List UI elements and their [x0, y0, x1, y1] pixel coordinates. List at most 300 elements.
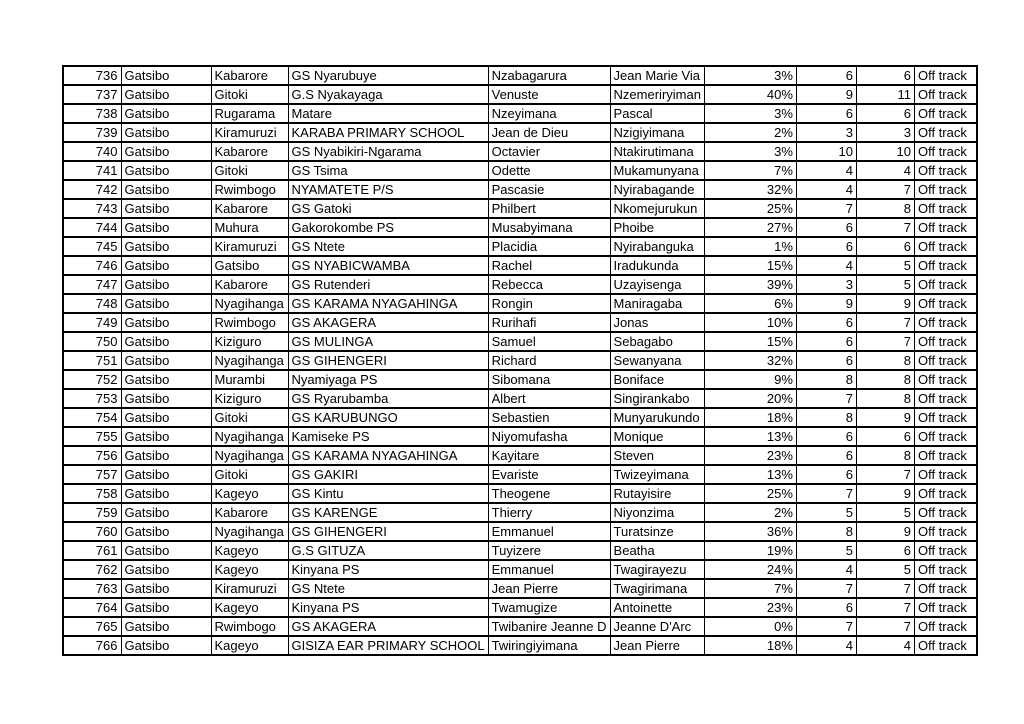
cell-name-2: Beatha	[610, 541, 704, 560]
cell-name-2: Rutayisire	[610, 484, 704, 503]
cell-row-number: 743	[63, 199, 121, 218]
cell-district: Gatsibo	[121, 389, 211, 408]
cell-row-number: 738	[63, 104, 121, 123]
cell-school: Kamiseke PS	[288, 427, 488, 446]
cell-row-number: 744	[63, 218, 121, 237]
cell-district: Gatsibo	[121, 142, 211, 161]
cell-school: GS KARAMA NYAGAHINGA	[288, 446, 488, 465]
cell-sector: Nyagihanga	[211, 294, 288, 313]
cell-row-number: 760	[63, 522, 121, 541]
cell-name-1: Emmanuel	[488, 560, 610, 579]
table-row	[63, 389, 977, 408]
cell-row-number: 737	[63, 85, 121, 104]
table-row	[63, 294, 977, 313]
cell-percentage: 25%	[704, 199, 796, 218]
cell-status: Off track	[914, 598, 977, 617]
cell-name-2: Boniface	[610, 370, 704, 389]
cell-name-1: Nzeyimana	[488, 104, 610, 123]
cell-status: Off track	[914, 332, 977, 351]
cell-count-2: 6	[856, 237, 914, 256]
cell-count-1: 7	[796, 617, 856, 636]
cell-school: GS Gatoki	[288, 199, 488, 218]
cell-percentage: 40%	[704, 85, 796, 104]
cell-sector: Kabarore	[211, 503, 288, 522]
cell-district: Gatsibo	[121, 484, 211, 503]
cell-status: Off track	[914, 427, 977, 446]
cell-count-2: 8	[856, 199, 914, 218]
cell-status: Off track	[914, 636, 977, 655]
cell-percentage: 7%	[704, 579, 796, 598]
cell-district: Gatsibo	[121, 541, 211, 560]
cell-count-1: 6	[796, 598, 856, 617]
cell-school: G.S GITUZA	[288, 541, 488, 560]
cell-row-number: 752	[63, 370, 121, 389]
cell-district: Gatsibo	[121, 522, 211, 541]
cell-count-2: 6	[856, 104, 914, 123]
cell-count-2: 7	[856, 218, 914, 237]
cell-school: Nyamiyaga PS	[288, 370, 488, 389]
cell-name-1: Pascasie	[488, 180, 610, 199]
cell-name-2: Uzayisenga	[610, 275, 704, 294]
cell-percentage: 19%	[704, 541, 796, 560]
cell-count-1: 7	[796, 484, 856, 503]
cell-count-2: 5	[856, 503, 914, 522]
cell-row-number: 763	[63, 579, 121, 598]
table-row	[63, 522, 977, 541]
cell-row-number: 759	[63, 503, 121, 522]
cell-district: Gatsibo	[121, 636, 211, 655]
cell-count-2: 5	[856, 256, 914, 275]
cell-count-2: 8	[856, 351, 914, 370]
cell-count-2: 8	[856, 389, 914, 408]
cell-name-2: Sewanyana	[610, 351, 704, 370]
cell-district: Gatsibo	[121, 617, 211, 636]
table-row	[63, 408, 977, 427]
table-row	[63, 85, 977, 104]
cell-count-1: 4	[796, 161, 856, 180]
cell-district: Gatsibo	[121, 351, 211, 370]
cell-percentage: 32%	[704, 180, 796, 199]
cell-name-1: Evariste	[488, 465, 610, 484]
table-row	[63, 104, 977, 123]
cell-school: GS Rutenderi	[288, 275, 488, 294]
cell-percentage: 13%	[704, 465, 796, 484]
cell-school: GS Nyarubuye	[288, 66, 488, 85]
cell-percentage: 13%	[704, 427, 796, 446]
cell-status: Off track	[914, 389, 977, 408]
cell-count-1: 6	[796, 465, 856, 484]
cell-name-1: Niyomufasha	[488, 427, 610, 446]
cell-status: Off track	[914, 123, 977, 142]
cell-district: Gatsibo	[121, 446, 211, 465]
cell-count-1: 8	[796, 408, 856, 427]
cell-sector: Kabarore	[211, 199, 288, 218]
cell-name-2: Nyirabagande	[610, 180, 704, 199]
cell-name-2: Steven	[610, 446, 704, 465]
cell-percentage: 3%	[704, 142, 796, 161]
cell-row-number: 749	[63, 313, 121, 332]
cell-sector: Murambi	[211, 370, 288, 389]
cell-row-number: 751	[63, 351, 121, 370]
cell-school: Matare	[288, 104, 488, 123]
cell-status: Off track	[914, 142, 977, 161]
cell-name-2: Jonas	[610, 313, 704, 332]
cell-row-number: 739	[63, 123, 121, 142]
cell-count-2: 6	[856, 427, 914, 446]
cell-district: Gatsibo	[121, 579, 211, 598]
cell-count-2: 6	[856, 541, 914, 560]
cell-percentage: 18%	[704, 408, 796, 427]
cell-school: Gakorokombe PS	[288, 218, 488, 237]
cell-school: GISIZA EAR PRIMARY SCHOOL	[288, 636, 488, 655]
cell-school: Kinyana PS	[288, 560, 488, 579]
cell-sector: Kiramuruzi	[211, 123, 288, 142]
cell-name-2: Turatsinze	[610, 522, 704, 541]
cell-count-1: 4	[796, 636, 856, 655]
cell-percentage: 15%	[704, 256, 796, 275]
cell-count-2: 7	[856, 598, 914, 617]
cell-count-1: 4	[796, 180, 856, 199]
cell-status: Off track	[914, 313, 977, 332]
cell-percentage: 9%	[704, 370, 796, 389]
cell-name-2: Sebagabo	[610, 332, 704, 351]
cell-name-1: Tuyizere	[488, 541, 610, 560]
cell-count-2: 6	[856, 66, 914, 85]
cell-name-1: Rachel	[488, 256, 610, 275]
cell-name-1: Musabyimana	[488, 218, 610, 237]
cell-row-number: 742	[63, 180, 121, 199]
cell-district: Gatsibo	[121, 370, 211, 389]
cell-name-1: Twiringiyimana	[488, 636, 610, 655]
cell-count-1: 6	[796, 446, 856, 465]
cell-row-number: 756	[63, 446, 121, 465]
table-row	[63, 66, 977, 85]
cell-count-1: 6	[796, 237, 856, 256]
cell-percentage: 25%	[704, 484, 796, 503]
cell-count-1: 3	[796, 275, 856, 294]
cell-school: GS NYABICWAMBA	[288, 256, 488, 275]
cell-row-number: 753	[63, 389, 121, 408]
cell-name-2: Jean Pierre	[610, 636, 704, 655]
cell-district: Gatsibo	[121, 104, 211, 123]
cell-count-1: 8	[796, 522, 856, 541]
cell-row-number: 748	[63, 294, 121, 313]
cell-name-1: Theogene	[488, 484, 610, 503]
cell-count-2: 9	[856, 484, 914, 503]
cell-name-2: Jean Marie Via	[610, 66, 704, 85]
cell-sector: Kabarore	[211, 275, 288, 294]
table-row	[63, 370, 977, 389]
cell-name-1: Rebecca	[488, 275, 610, 294]
cell-district: Gatsibo	[121, 503, 211, 522]
cell-name-1: Twibanire Jeanne D	[488, 617, 610, 636]
cell-district: Gatsibo	[121, 66, 211, 85]
cell-count-1: 5	[796, 541, 856, 560]
cell-status: Off track	[914, 465, 977, 484]
table-row	[63, 560, 977, 579]
cell-sector: Kageyo	[211, 541, 288, 560]
cell-district: Gatsibo	[121, 294, 211, 313]
table-row	[63, 617, 977, 636]
cell-row-number: 764	[63, 598, 121, 617]
cell-name-1: Venuste	[488, 85, 610, 104]
cell-school: GS AKAGERA	[288, 617, 488, 636]
cell-count-2: 4	[856, 161, 914, 180]
cell-status: Off track	[914, 237, 977, 256]
cell-percentage: 32%	[704, 351, 796, 370]
table-row	[63, 142, 977, 161]
cell-name-1: Sebastien	[488, 408, 610, 427]
cell-name-1: Jean Pierre	[488, 579, 610, 598]
cell-name-1: Richard	[488, 351, 610, 370]
cell-count-2: 7	[856, 465, 914, 484]
cell-district: Gatsibo	[121, 275, 211, 294]
cell-sector: Nyagihanga	[211, 351, 288, 370]
cell-count-2: 9	[856, 522, 914, 541]
cell-status: Off track	[914, 104, 977, 123]
cell-sector: Gitoki	[211, 85, 288, 104]
cell-school: NYAMATETE P/S	[288, 180, 488, 199]
table-row	[63, 275, 977, 294]
cell-count-2: 7	[856, 617, 914, 636]
table-row	[63, 313, 977, 332]
cell-district: Gatsibo	[121, 313, 211, 332]
cell-count-1: 10	[796, 142, 856, 161]
cell-status: Off track	[914, 199, 977, 218]
table-row	[63, 465, 977, 484]
cell-count-2: 7	[856, 313, 914, 332]
cell-sector: Kageyo	[211, 598, 288, 617]
cell-status: Off track	[914, 617, 977, 636]
cell-district: Gatsibo	[121, 598, 211, 617]
cell-name-1: Albert	[488, 389, 610, 408]
cell-sector: Gitoki	[211, 465, 288, 484]
cell-name-1: Odette	[488, 161, 610, 180]
cell-school: KARABA PRIMARY SCHOOL	[288, 123, 488, 142]
cell-status: Off track	[914, 541, 977, 560]
cell-row-number: 746	[63, 256, 121, 275]
cell-name-1: Kayitare	[488, 446, 610, 465]
cell-name-2: Twagirayezu	[610, 560, 704, 579]
cell-status: Off track	[914, 351, 977, 370]
cell-name-2: Singirankabo	[610, 389, 704, 408]
cell-row-number: 736	[63, 66, 121, 85]
cell-row-number: 747	[63, 275, 121, 294]
cell-sector: Kabarore	[211, 142, 288, 161]
cell-percentage: 10%	[704, 313, 796, 332]
cell-count-2: 8	[856, 370, 914, 389]
cell-school: GS Nyabikiri-Ngarama	[288, 142, 488, 161]
table-row	[63, 484, 977, 503]
cell-sector: Kabarore	[211, 66, 288, 85]
cell-percentage: 15%	[704, 332, 796, 351]
table-row	[63, 123, 977, 142]
cell-count-1: 9	[796, 85, 856, 104]
cell-name-1: Jean de Dieu	[488, 123, 610, 142]
cell-count-2: 9	[856, 408, 914, 427]
cell-percentage: 18%	[704, 636, 796, 655]
cell-percentage: 2%	[704, 123, 796, 142]
cell-sector: Nyagihanga	[211, 427, 288, 446]
cell-percentage: 2%	[704, 503, 796, 522]
cell-district: Gatsibo	[121, 199, 211, 218]
cell-district: Gatsibo	[121, 560, 211, 579]
cell-school: GS GIHENGERI	[288, 351, 488, 370]
cell-school: GS Ntete	[288, 237, 488, 256]
cell-row-number: 755	[63, 427, 121, 446]
table-row	[63, 237, 977, 256]
cell-percentage: 27%	[704, 218, 796, 237]
cell-count-2: 3	[856, 123, 914, 142]
cell-row-number: 741	[63, 161, 121, 180]
cell-count-1: 4	[796, 560, 856, 579]
cell-school: GS KARAMA NYAGAHINGA	[288, 294, 488, 313]
cell-name-2: Twizeyimana	[610, 465, 704, 484]
cell-status: Off track	[914, 294, 977, 313]
cell-count-1: 5	[796, 503, 856, 522]
cell-row-number: 745	[63, 237, 121, 256]
cell-sector: Kiziguro	[211, 389, 288, 408]
table-row	[63, 218, 977, 237]
cell-count-1: 9	[796, 294, 856, 313]
cell-school: G.S Nyakayaga	[288, 85, 488, 104]
cell-name-1: Philbert	[488, 199, 610, 218]
cell-school: GS Tsima	[288, 161, 488, 180]
cell-district: Gatsibo	[121, 408, 211, 427]
cell-count-2: 7	[856, 332, 914, 351]
cell-school: GS KARENGE	[288, 503, 488, 522]
cell-name-1: Nzabagarura	[488, 66, 610, 85]
cell-count-1: 3	[796, 123, 856, 142]
table-body	[63, 66, 977, 655]
cell-sector: Nyagihanga	[211, 446, 288, 465]
cell-school: GS GIHENGERI	[288, 522, 488, 541]
cell-name-1: Thierry	[488, 503, 610, 522]
cell-district: Gatsibo	[121, 180, 211, 199]
table-row	[63, 636, 977, 655]
cell-name-2: Pascal	[610, 104, 704, 123]
cell-name-1: Octavier	[488, 142, 610, 161]
cell-count-1: 6	[796, 427, 856, 446]
cell-name-1: Placidia	[488, 237, 610, 256]
cell-sector: Kageyo	[211, 636, 288, 655]
cell-row-number: 765	[63, 617, 121, 636]
cell-name-2: Iradukunda	[610, 256, 704, 275]
school-performance-table	[62, 65, 978, 656]
cell-school: GS Ryarubamba	[288, 389, 488, 408]
cell-sector: Kiramuruzi	[211, 237, 288, 256]
cell-count-1: 4	[796, 256, 856, 275]
cell-row-number: 754	[63, 408, 121, 427]
cell-percentage: 3%	[704, 66, 796, 85]
cell-count-1: 6	[796, 313, 856, 332]
cell-sector: Rwimbogo	[211, 617, 288, 636]
table-row	[63, 161, 977, 180]
cell-name-1: Rurihafi	[488, 313, 610, 332]
cell-row-number: 757	[63, 465, 121, 484]
cell-status: Off track	[914, 256, 977, 275]
cell-sector: Gitoki	[211, 408, 288, 427]
cell-percentage: 20%	[704, 389, 796, 408]
cell-name-2: Nyirabanguka	[610, 237, 704, 256]
cell-count-1: 6	[796, 66, 856, 85]
cell-school: GS Ntete	[288, 579, 488, 598]
cell-row-number: 740	[63, 142, 121, 161]
cell-percentage: 23%	[704, 446, 796, 465]
cell-percentage: 0%	[704, 617, 796, 636]
cell-sector: Rwimbogo	[211, 313, 288, 332]
cell-sector: Gatsibo	[211, 256, 288, 275]
cell-count-2: 10	[856, 142, 914, 161]
cell-status: Off track	[914, 275, 977, 294]
cell-count-1: 6	[796, 332, 856, 351]
cell-percentage: 7%	[704, 161, 796, 180]
table-row	[63, 199, 977, 218]
cell-percentage: 1%	[704, 237, 796, 256]
cell-status: Off track	[914, 85, 977, 104]
cell-status: Off track	[914, 408, 977, 427]
cell-sector: Kiziguro	[211, 332, 288, 351]
cell-row-number: 762	[63, 560, 121, 579]
cell-name-1: Rongin	[488, 294, 610, 313]
cell-status: Off track	[914, 446, 977, 465]
cell-name-2: Nzigiyimana	[610, 123, 704, 142]
table-row	[63, 446, 977, 465]
cell-school: Kinyana PS	[288, 598, 488, 617]
cell-count-2: 8	[856, 446, 914, 465]
cell-status: Off track	[914, 560, 977, 579]
cell-name-2: Munyarukundo	[610, 408, 704, 427]
cell-row-number: 750	[63, 332, 121, 351]
cell-school: GS AKAGERA	[288, 313, 488, 332]
cell-count-1: 6	[796, 218, 856, 237]
cell-district: Gatsibo	[121, 161, 211, 180]
cell-district: Gatsibo	[121, 237, 211, 256]
cell-sector: Kageyo	[211, 484, 288, 503]
cell-name-1: Emmanuel	[488, 522, 610, 541]
cell-status: Off track	[914, 484, 977, 503]
cell-district: Gatsibo	[121, 427, 211, 446]
cell-status: Off track	[914, 218, 977, 237]
table-row	[63, 180, 977, 199]
cell-row-number: 766	[63, 636, 121, 655]
cell-count-1: 6	[796, 351, 856, 370]
cell-count-2: 7	[856, 579, 914, 598]
cell-count-1: 7	[796, 389, 856, 408]
cell-count-2: 9	[856, 294, 914, 313]
cell-count-2: 11	[856, 85, 914, 104]
cell-percentage: 23%	[704, 598, 796, 617]
table-row	[63, 541, 977, 560]
cell-status: Off track	[914, 180, 977, 199]
cell-status: Off track	[914, 522, 977, 541]
cell-status: Off track	[914, 579, 977, 598]
cell-name-2: Maniragaba	[610, 294, 704, 313]
cell-name-1: Samuel	[488, 332, 610, 351]
cell-name-1: Twamugize	[488, 598, 610, 617]
cell-sector: Rugarama	[211, 104, 288, 123]
cell-name-2: Jeanne D'Arc	[610, 617, 704, 636]
cell-district: Gatsibo	[121, 256, 211, 275]
cell-status: Off track	[914, 503, 977, 522]
cell-name-2: Ntakirutimana	[610, 142, 704, 161]
table-row	[63, 579, 977, 598]
cell-percentage: 24%	[704, 560, 796, 579]
cell-status: Off track	[914, 161, 977, 180]
cell-name-2: Nzemeriryiman	[610, 85, 704, 104]
cell-row-number: 758	[63, 484, 121, 503]
cell-sector: Rwimbogo	[211, 180, 288, 199]
